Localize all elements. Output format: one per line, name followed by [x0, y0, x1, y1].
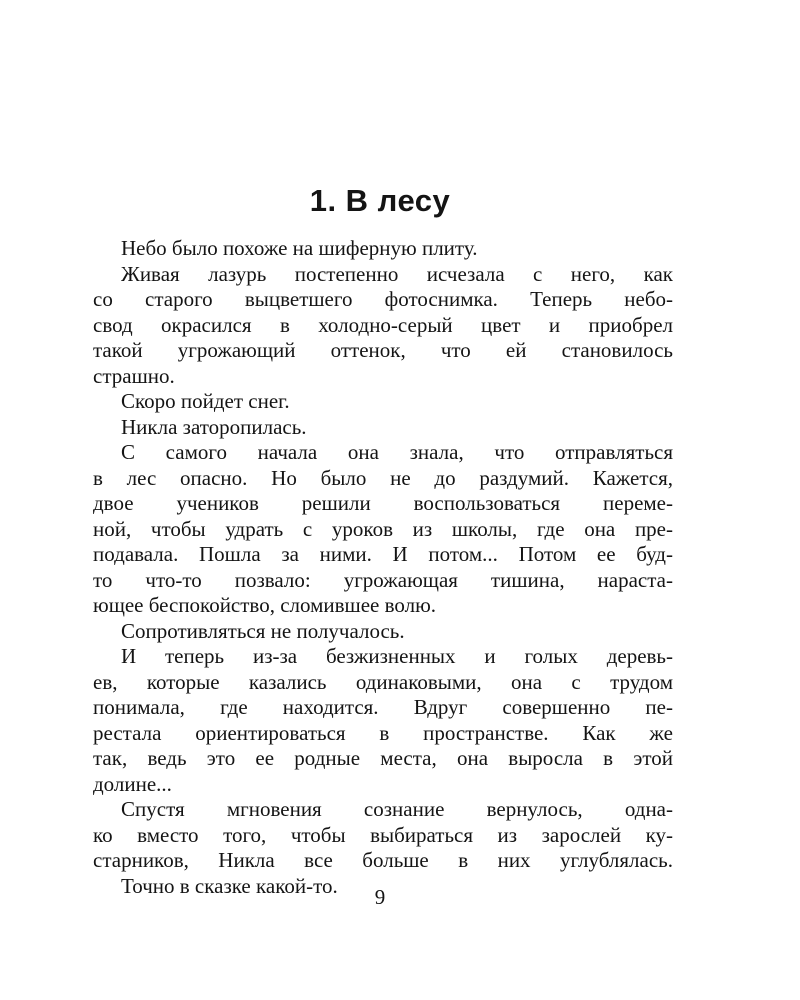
- text-line: Скоро пойдет снег.: [121, 389, 290, 413]
- text-line: Спустя мгновения сознание вернулось, одна-: [121, 797, 673, 821]
- text-line: такой угрожающий оттенок, что ей становилось: [93, 338, 673, 362]
- body-text: [93, 236, 673, 899]
- text-line: понимала, где находится. Вдруг совершенно пе-: [93, 695, 673, 719]
- text-line: С самого начала она знала, что отправляться: [121, 440, 673, 464]
- text-line: двое учеников решили воспользоваться переме-: [93, 491, 673, 515]
- text-line: свод окрасился в холодно-серый цвет и приобрел: [93, 312, 673, 337]
- text-line: Небо было похоже на шиферную плиту.: [121, 236, 478, 260]
- text-line: страшно.: [93, 363, 175, 388]
- text-line: рестала ориентироваться в пространстве. Как же: [93, 720, 673, 745]
- text-line: ющее беспокойство, сломившее волю.: [93, 593, 437, 617]
- text-line: так, ведь это ее родные места, она выросла в этой: [93, 746, 673, 770]
- text-line: Сопротивляться не получалось.: [121, 618, 405, 643]
- text-line: И теперь из-за безжизненных и голых деревь-: [121, 644, 673, 668]
- text-line: долине...: [93, 771, 172, 796]
- chapter-title: 1. В лесу: [309, 183, 451, 218]
- text-line: Точно в сказке какой-то.: [121, 873, 338, 898]
- text-line: то что-то позвало: угрожающая тишина, нараста-: [93, 567, 673, 592]
- text-line: со старого выцветшего фотоснимка. Теперь небо-: [93, 287, 673, 311]
- text-line: ев, которые казались одинаковыми, она с трудом: [93, 669, 673, 694]
- text-line: ко вместо того, чтобы выбираться из зарослей ку-: [93, 822, 673, 847]
- text-line: Живая лазурь постепенно исчезала с него, как: [121, 261, 673, 286]
- text-line: старников, Никла все больше в них углублялась.: [93, 848, 673, 872]
- text-line: ной, чтобы удрать с уроков из школы, где она пре-: [93, 516, 673, 541]
- page-number: 9: [374, 885, 386, 909]
- text-line: Никла заторопилась.: [121, 414, 307, 439]
- text-line: подавала. Пошла за ними. И потом... Потом ее буд-: [93, 542, 673, 566]
- text-line: в лес опасно. Но было не до раздумий. Кажется,: [93, 465, 673, 490]
